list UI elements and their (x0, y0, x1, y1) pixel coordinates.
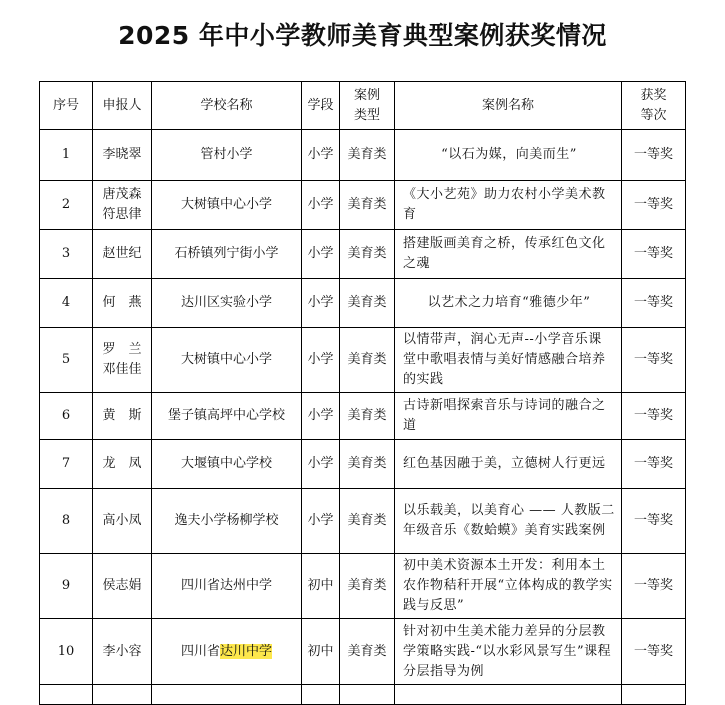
cell-stage: 初中 (302, 619, 340, 685)
cell-applicant (93, 440, 152, 489)
cell-case-name: 针对初中生美术能力差异的分层教学策略实践-“以水彩风景写生”课程分层指导为例 (395, 619, 622, 685)
applicant-name: 高小凤 (102, 513, 142, 528)
applicant-name: 李晓翠 (102, 147, 142, 162)
cell-applicant (93, 130, 152, 181)
applicant-name: 李小容 (102, 643, 142, 659)
cell-case-name: 以情带声，润心无声--小学音乐课堂中歌唱表情与美好情感融合培养的实践 (395, 328, 622, 393)
header-no: 序号 (40, 82, 93, 130)
cell-type: 美育类 (340, 393, 395, 440)
cell-award: 一等奖 (622, 328, 686, 393)
applicant-name: 符思律 (102, 207, 142, 222)
cell-type: 美育类 (340, 230, 395, 279)
cell-no: 2 (40, 181, 93, 230)
header-case-name: 案例名称 (395, 82, 622, 130)
cell-case-name: 红色基因融于美，立德树人行更远 (395, 440, 622, 489)
cell-stage: 小学 (302, 181, 340, 230)
cell-school: 大树镇中心小学 (152, 181, 302, 230)
cell-type: 美育类 (340, 130, 395, 181)
table-row (40, 393, 686, 440)
applicant-name: 侯志娟 (102, 578, 142, 593)
applicant-name: 赵世纪 (102, 246, 142, 261)
header-school: 学校名称 (152, 82, 302, 130)
cell-school: 逸夫小学杨柳学校 (152, 489, 302, 554)
header-award-line: 获奖 (640, 87, 667, 103)
cell-school: 石桥镇列宁街小学 (152, 230, 302, 279)
table-row (40, 279, 686, 328)
cell-applicant (93, 619, 152, 685)
cell-no: 7 (40, 440, 93, 489)
header-type-line: 类型 (353, 107, 380, 123)
cell-type: 美育类 (340, 554, 395, 619)
cell-type: 美育类 (340, 489, 395, 554)
search-highlight: 达川中学 (220, 643, 273, 659)
header-row (40, 82, 686, 130)
school-prefix: 四川省 (180, 643, 220, 659)
cell-case-name: “以石为媒，向美而生” (395, 130, 622, 181)
cell-no: 9 (40, 554, 93, 619)
table-row (40, 685, 686, 705)
cell-award: 一等奖 (622, 554, 686, 619)
cell-school: 堡子镇高坪中心学校 (152, 393, 302, 440)
cell-type: 美育类 (340, 181, 395, 230)
cell-award: 一等奖 (622, 440, 686, 489)
cell-award: 一等奖 (622, 489, 686, 554)
cell-stage: 小学 (302, 440, 340, 489)
cell-no: 8 (40, 489, 93, 554)
cell-stage: 初中 (302, 554, 340, 619)
cell-award: 一等奖 (622, 279, 686, 328)
header-stage: 学段 (302, 82, 340, 130)
applicant-name: 龙 凤 (102, 456, 142, 471)
table-row (40, 181, 686, 230)
table-row (40, 440, 686, 489)
cell-stage: 小学 (302, 230, 340, 279)
header-type-line: 案例 (353, 87, 380, 103)
cell-case-name: 搭建版画美育之桥，传承红色文化之魂 (395, 230, 622, 279)
cell-stage: 小学 (302, 279, 340, 328)
applicant-name: 黄 斯 (102, 408, 142, 423)
applicant-name: 罗 兰 (102, 342, 142, 357)
header-award (622, 82, 686, 130)
cell-stage: 小学 (302, 130, 340, 181)
cell-applicant (93, 181, 152, 230)
cell-case-name: 以艺术之力培育“雅德少年” (395, 279, 622, 328)
cell-school: 大树镇中心小学 (152, 328, 302, 393)
cell-no: 3 (40, 230, 93, 279)
cell-applicant (93, 279, 152, 328)
cell-school: 达川区实验小学 (152, 279, 302, 328)
header-type (340, 82, 395, 130)
table-row (40, 230, 686, 279)
header-award-line: 等次 (640, 107, 667, 123)
table-row (40, 130, 686, 181)
cell-applicant (93, 554, 152, 619)
awards-table (39, 81, 686, 705)
cell-type: 美育类 (340, 440, 395, 489)
cell-school: 四川省达州中学 (152, 554, 302, 619)
cell-stage: 小学 (302, 489, 340, 554)
cell-award: 一等奖 (622, 130, 686, 181)
table-row (40, 328, 686, 393)
page-title: 2025 年中小学教师美育典型案例获奖情况 (118, 21, 607, 50)
cell-no: 10 (40, 619, 93, 685)
cell-type: 美育类 (340, 328, 395, 393)
cell-no: 1 (40, 130, 93, 181)
table-row (40, 619, 686, 685)
cell-school (152, 619, 302, 685)
cell-case-name: 《大小艺苑》助力农村小学美术教育 (395, 181, 622, 230)
cell-applicant (93, 393, 152, 440)
cell-award: 一等奖 (622, 619, 686, 685)
cell-school: 管村小学 (152, 130, 302, 181)
cell-type: 美育类 (340, 619, 395, 685)
cell-case-name: 以乐载美，以美育心 —— 人教版二年级音乐《数蛤蟆》美育实践案例 (395, 489, 622, 554)
cell-type: 美育类 (340, 279, 395, 328)
cell-award: 一等奖 (622, 230, 686, 279)
applicant-name: 何 燕 (102, 295, 142, 310)
cell-applicant (93, 328, 152, 393)
table-row (40, 554, 686, 619)
cell-case-name: 古诗新唱探索音乐与诗词的融合之道 (395, 393, 622, 440)
cell-applicant (93, 230, 152, 279)
cell-case-name: 初中美术资源本土开发：利用本土农作物秸秆开展“立体构成的教学实践与反思” (395, 554, 622, 619)
cell-no: 4 (40, 279, 93, 328)
cell-no: 6 (40, 393, 93, 440)
cell-school: 大堰镇中心学校 (152, 440, 302, 489)
cell-award: 一等奖 (622, 393, 686, 440)
cell-no: 5 (40, 328, 93, 393)
header-applicant: 申报人 (93, 82, 152, 130)
cell-award: 一等奖 (622, 181, 686, 230)
applicant-name: 邓佳佳 (102, 362, 142, 377)
applicant-name: 唐茂森 (102, 187, 142, 202)
cell-stage: 小学 (302, 328, 340, 393)
cell-applicant (93, 489, 152, 554)
table-row (40, 489, 686, 554)
cell-stage: 小学 (302, 393, 340, 440)
